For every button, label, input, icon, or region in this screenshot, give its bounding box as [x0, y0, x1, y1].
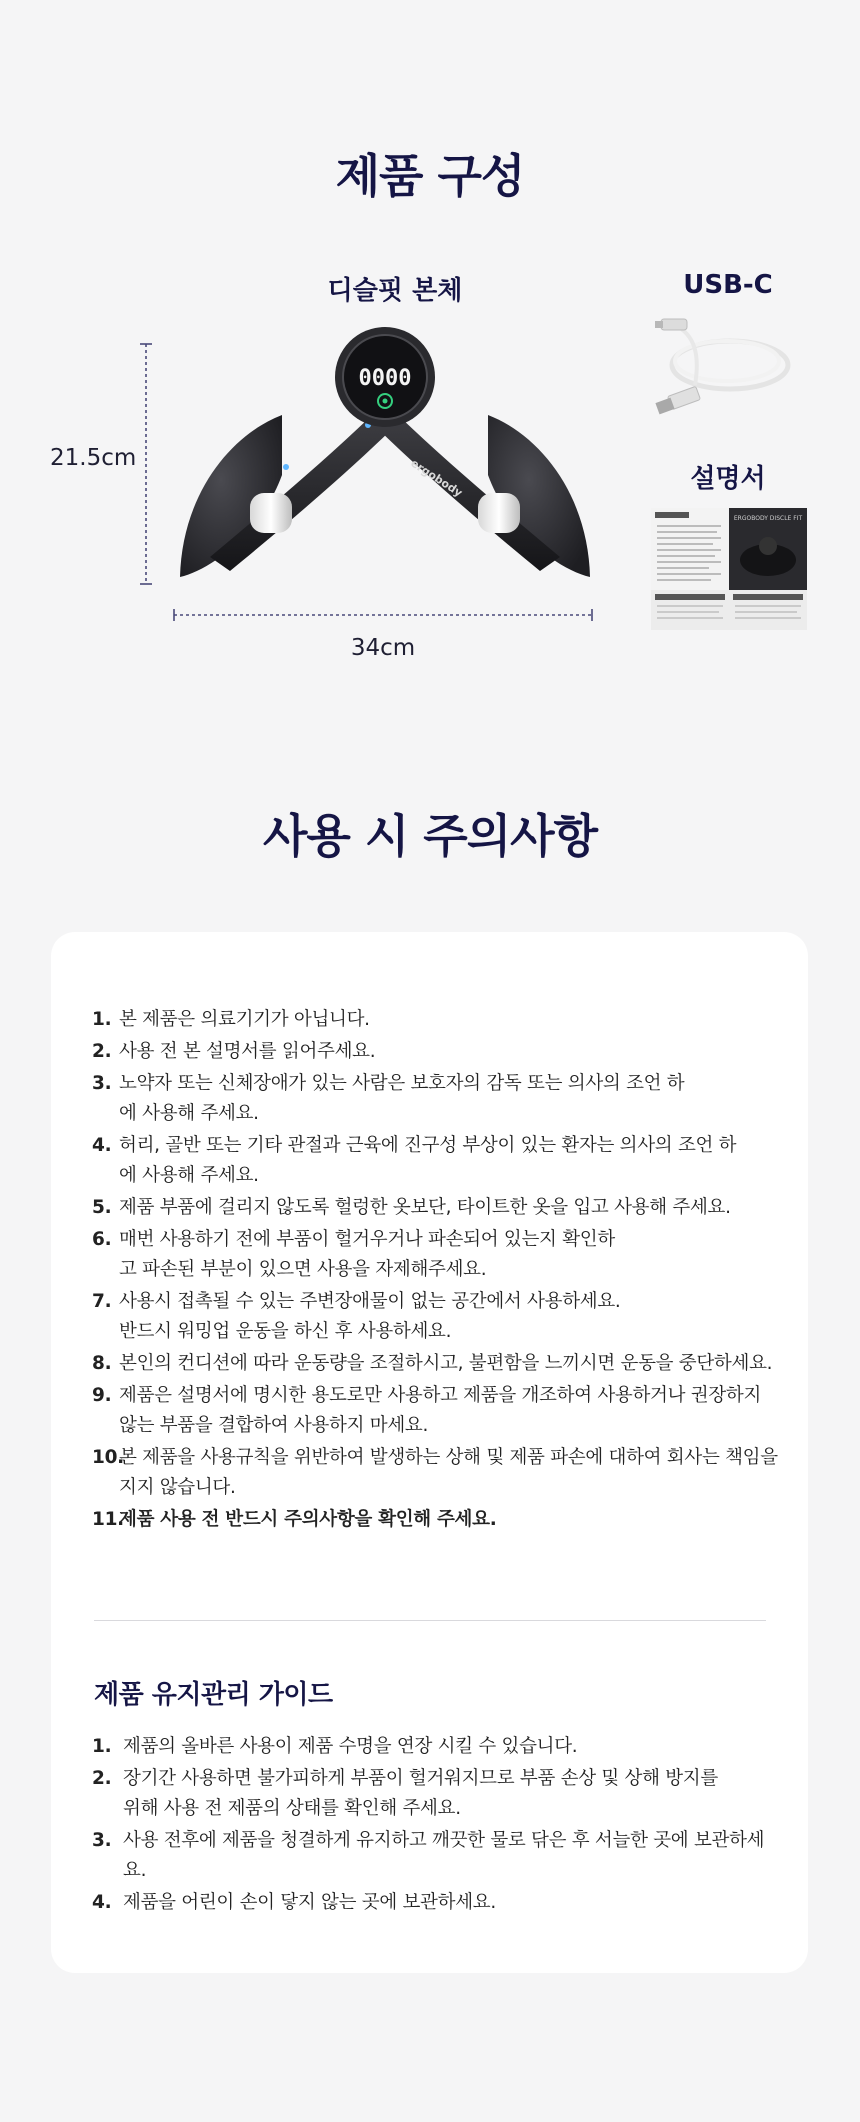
list-item-number: 1. — [92, 1736, 112, 1757]
list-item-text: 본 제품을 사용규칙을 위반하여 발생하는 상해 및 제품 파손에 대하여 회사는 책임을 지지 않습니다. — [119, 1447, 778, 1498]
maintenance-guide-list — [92, 1732, 778, 1920]
list-item-text: 본 제품은 의료기기가 아닙니다. — [119, 1009, 370, 1030]
list-item — [92, 1826, 778, 1886]
usb-cable-label: USB-C — [683, 270, 773, 300]
main-body-label: 디슬핏 본체 — [327, 276, 463, 306]
list-item — [92, 1225, 778, 1285]
list-item — [92, 1349, 778, 1379]
list-item — [92, 1193, 778, 1223]
list-item-text: 제품을 어린이 손이 닿지 않는 곳에 보관하세요. — [123, 1892, 496, 1913]
height-dimension: 21.5cm — [50, 445, 137, 471]
list-item — [92, 1505, 778, 1535]
list-item — [92, 1131, 778, 1191]
width-dimension-line — [170, 606, 596, 624]
list-item-number: 5. — [92, 1197, 112, 1218]
list-item-text: 제품의 올바른 사용이 제품 수명을 연장 시킬 수 있습니다. — [123, 1736, 578, 1757]
list-item-text: 제품 사용 전 반드시 주의사항을 확인해 주세요. — [119, 1509, 497, 1530]
list-item-text: 사용 전 본 설명서를 읽어주세요. — [119, 1041, 376, 1062]
cautions-card — [51, 932, 808, 1973]
list-item-text: 사용 전후에 제품을 청결하게 유지하고 깨끗한 물로 닦은 후 서늘한 곳에 보관하세요. — [123, 1830, 765, 1881]
list-item — [92, 1443, 778, 1503]
list-item-text: 본인의 컨디션에 따라 운동량을 조절하시고, 불편함을 느끼시면 운동을 중단하세요. — [119, 1353, 773, 1374]
list-item — [92, 1037, 778, 1067]
list-item-number: 6. — [92, 1229, 112, 1250]
section-divider — [94, 1620, 766, 1621]
discle-fit-device-image — [170, 325, 600, 595]
list-item — [92, 1287, 778, 1347]
height-dimension-line — [135, 340, 157, 590]
list-item — [92, 1005, 778, 1035]
components-title: 제품 구성 — [335, 149, 525, 203]
list-item-number: 1. — [92, 1009, 112, 1030]
maintenance-guide-title: 제품 유지관리 가이드 — [94, 1680, 333, 1710]
list-item — [92, 1381, 778, 1441]
cautions-list — [92, 1005, 778, 1537]
list-item — [92, 1069, 778, 1129]
list-item-text: 장기간 사용하면 불가피하게 부품이 헐거워지므로 부품 손상 및 상해 방지를 위해 사용 전 제품의 상태를 확인해 주세요. — [123, 1768, 718, 1819]
list-item — [92, 1888, 778, 1918]
manual-booklet-image — [651, 508, 807, 630]
list-item-number: 8. — [92, 1353, 112, 1374]
list-item-number: 10. — [92, 1447, 124, 1468]
list-item-text: 제품 부품에 걸리지 않도록 헐렁한 옷보단, 타이트한 옷을 입고 사용해 주세요. — [119, 1197, 731, 1218]
usb-c-cable-image — [655, 315, 795, 425]
list-item-text: 매번 사용하기 전에 부품이 헐거우거나 파손되어 있는지 확인하고 파손된 부분이 있으면 사용을 자제해주세요. — [119, 1229, 615, 1280]
list-item-number: 11. — [92, 1509, 124, 1530]
list-item-text: 노약자 또는 신체장애가 있는 사람은 보호자의 감독 또는 의사의 조언 하에 사용해 주세요. — [119, 1073, 685, 1124]
list-item-number: 9. — [92, 1385, 112, 1406]
list-item-number: 2. — [92, 1768, 112, 1789]
manual-cover-text: ERGOBODY DISCLE FIT — [733, 515, 803, 522]
list-item — [92, 1764, 778, 1824]
list-item — [92, 1732, 778, 1762]
manual-label: 설명서 — [690, 464, 766, 494]
list-item-text: 허리, 골반 또는 기타 관절과 근육에 진구성 부상이 있는 환자는 의사의 조언 하에 사용해 주세요. — [119, 1135, 737, 1186]
width-dimension: 34cm — [350, 635, 416, 661]
list-item-text: 제품은 설명서에 명시한 용도로만 사용하고 제품을 개조하여 사용하거나 권장하지 않는 부품을 결합하여 사용하지 마세요. — [119, 1385, 762, 1436]
list-item-number: 4. — [92, 1892, 112, 1913]
device-display-readout: 0000 — [358, 366, 412, 391]
list-item-number: 7. — [92, 1291, 112, 1312]
list-item-text: 사용시 접촉될 수 있는 주변장애물이 없는 공간에서 사용하세요. 반드시 워밍업 운동을 하신 후 사용하세요. — [119, 1291, 621, 1342]
list-item-number: 3. — [92, 1830, 112, 1851]
list-item-number: 4. — [92, 1135, 112, 1156]
cautions-title: 사용 시 주의사항 — [262, 809, 598, 863]
list-item-number: 2. — [92, 1041, 112, 1062]
device-brand-text: ergobody — [408, 456, 465, 500]
list-item-number: 3. — [92, 1073, 112, 1094]
